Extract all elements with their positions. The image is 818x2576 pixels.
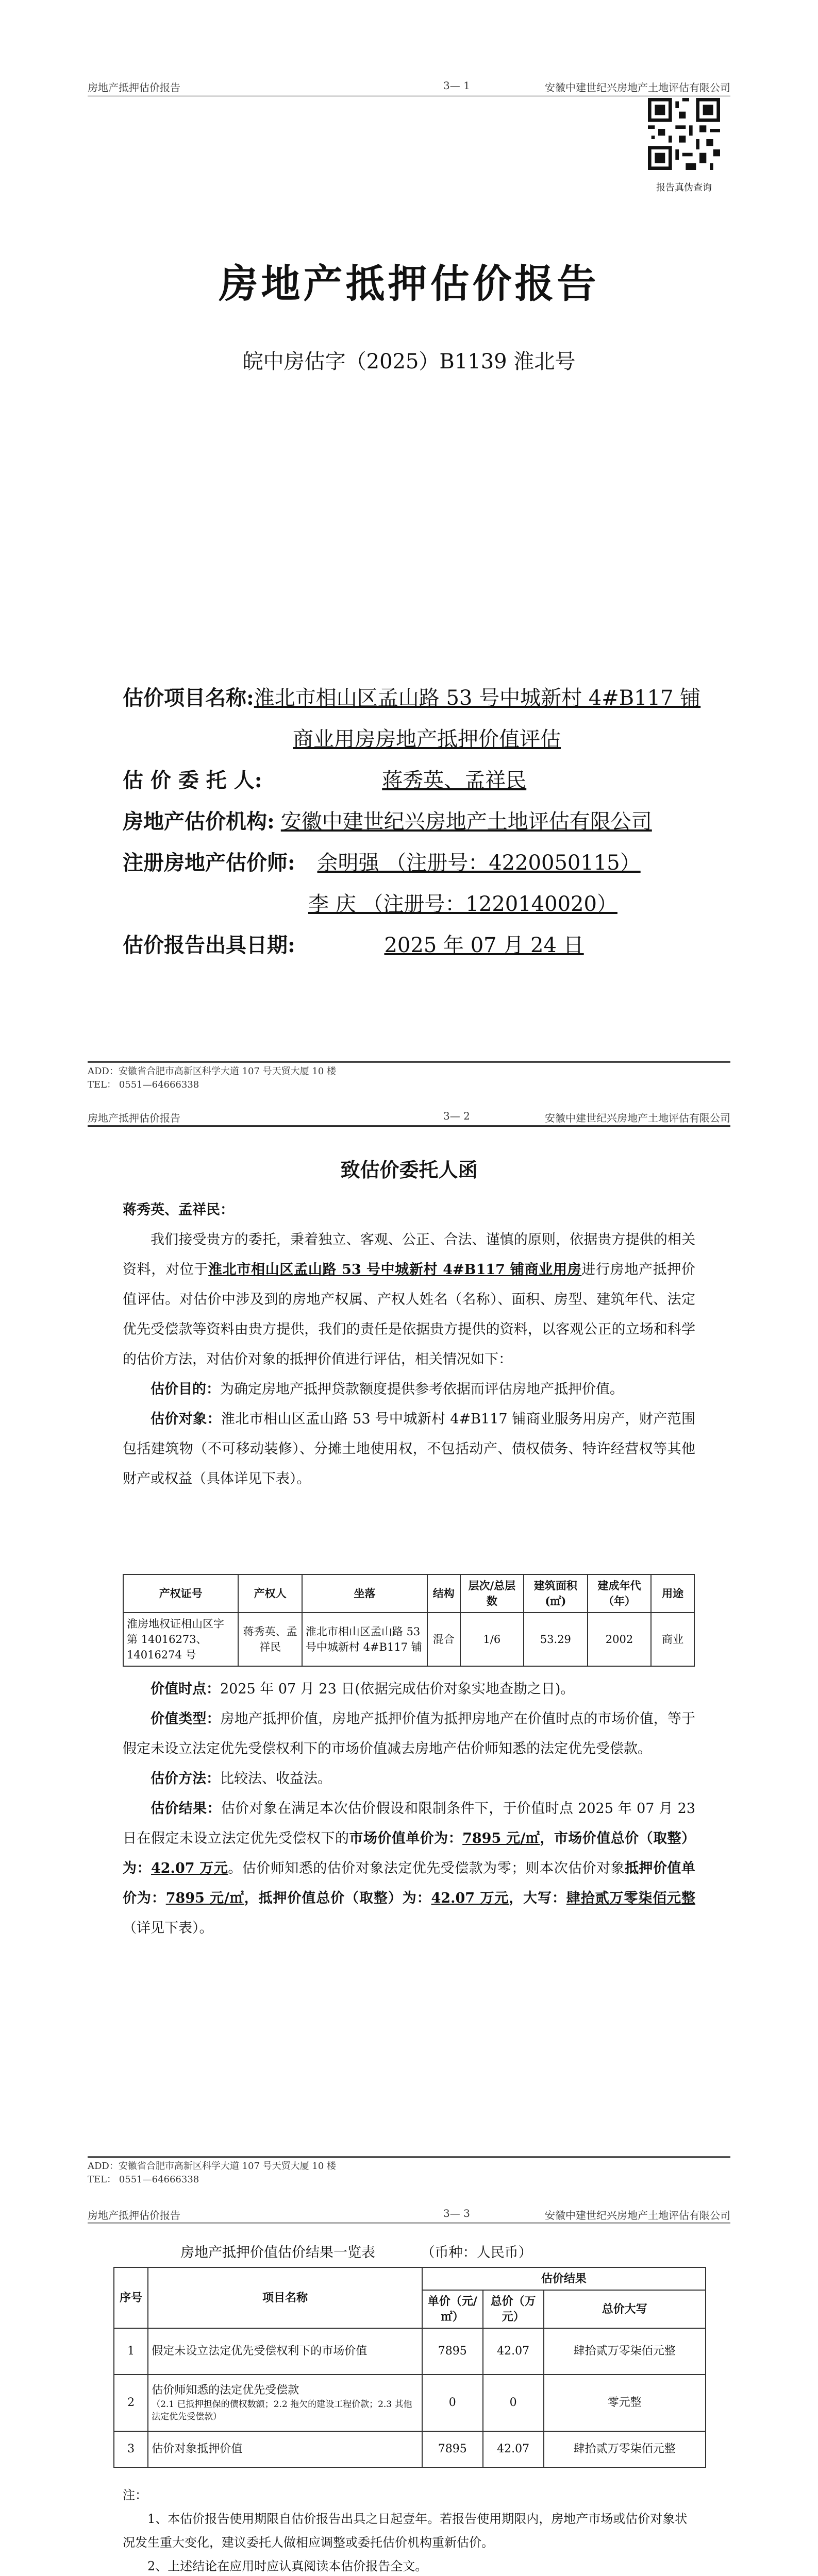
qr-code-icon[interactable]	[648, 98, 720, 170]
table-header: 用途	[651, 1574, 694, 1613]
page-footer	[88, 1061, 730, 1096]
table-cell: 1	[114, 2328, 148, 2375]
table-cell: 淮房地权证相山区字第 14016273、14016274 号	[123, 1613, 238, 1666]
table-header: 建成年代（年）	[588, 1574, 652, 1613]
footer-address: ADD：安徽省合肥市高新区科学大道 107 号天贸大厦 10 楼	[88, 1066, 337, 1077]
footer-tel: TEL： 0551—64666338	[88, 2174, 199, 2185]
mortgage-total-words: 肆拾贰万零柒佰元整	[566, 1890, 696, 1906]
appraiser-1: 余明强 （注册号：4220050115）	[317, 851, 641, 875]
table-cell: 42.07	[483, 2328, 544, 2375]
page-summary	[0, 2195, 818, 2576]
agency-row	[123, 801, 730, 842]
page-header	[88, 2205, 730, 2224]
table-cell: 淮北市相山区孟山路 53 号中城新村 4#B117 铺	[302, 1613, 427, 1666]
project-value-1: 淮北市相山区孟山路 53 号中城新村 4#B117 铺	[254, 686, 701, 710]
appraiser-2: 李 庆 （注册号：1220140020）	[308, 892, 617, 916]
appraiser-label: 注册房地产估价师:	[123, 851, 295, 875]
appraiser-row	[123, 842, 730, 884]
report-number: 皖中房估字（2025）B1139 淮北号	[242, 350, 576, 374]
table-header: 产权证号	[123, 1574, 238, 1613]
table-cell: 2	[114, 2375, 148, 2431]
method-paragraph: 估价方法：比较法、收益法。	[151, 1771, 331, 1787]
appraiser-row-2	[123, 884, 730, 925]
header-page-number: 3— 3	[443, 2207, 470, 2219]
table-header: 坐落	[302, 1574, 427, 1613]
table-cell: 假定未设立法定优先受偿权利下的市场价值	[148, 2328, 422, 2375]
table-header: 总价大写	[544, 2290, 706, 2328]
header-right: 安徽中建世纪兴房地产土地评估有限公司	[545, 1112, 730, 1124]
page-footer	[88, 2156, 730, 2191]
agency-value: 安徽中建世纪兴房地产土地评估有限公司	[280, 810, 652, 834]
table-cell: 53.29	[524, 1613, 588, 1666]
row-name: 估价师知悉的法定优先受偿款	[152, 2384, 299, 2397]
note-heading: 注：	[123, 2488, 147, 2502]
date-label: 估价报告出具日期:	[123, 933, 295, 957]
table-cell: 7895	[422, 2328, 483, 2375]
table-cell: 7895	[422, 2431, 483, 2467]
table-header: 单价（元/㎡）	[422, 2290, 483, 2328]
header-right: 安徽中建世纪兴房地产土地评估有限公司	[545, 81, 730, 94]
table-row	[123, 1613, 694, 1666]
row-note: （2.1 已抵押担保的债权数额；2.2 拖欠的建设工程价款；2.3 其他法定优先受偿款）	[152, 2399, 412, 2422]
client-value: 蒋秀英、孟祥民	[382, 769, 527, 792]
table-cell: 0	[483, 2375, 544, 2431]
table-header: 序号	[114, 2267, 148, 2328]
table-cell: 2002	[588, 1613, 652, 1666]
page-header	[88, 1108, 730, 1127]
note-item: 2、上述结论在应用时应认真阅读本估价报告全文。	[147, 2559, 428, 2573]
table-header: 产权人	[238, 1574, 302, 1613]
mortgage-total-price: 42.07 万元	[431, 1890, 509, 1906]
table-header-row	[123, 1574, 694, 1613]
client-row	[123, 760, 730, 801]
project-row-2	[123, 719, 730, 760]
result-paragraph: 估价结果：估价对象在满足本次估价假设和限制条件下，于价值时点 2025 年 07 月 23 日在假定未设立法定优先受偿权下的市场价值单价为：7895 元/㎡，市场价值总价（取整）为：42.07 万元。估价师知悉的估价对象法定优先受偿款为零；则本次估价对象抵押价值单价为：7895 元/㎡，抵押价值总价（取整）为：42.07 万元，大写：肆拾贰万零柒佰元整（详见下表）。	[123, 1801, 696, 1936]
market-total-price: 42.07 万元	[151, 1860, 228, 1876]
footer-tel: TEL： 0551—64666338	[88, 1079, 199, 1090]
letter-title: 致估价委托人函	[340, 1158, 478, 1181]
table-cell	[148, 2375, 422, 2431]
summary-table	[113, 2267, 706, 2468]
salutation: 蒋秀英、孟祥民：	[123, 1202, 234, 1218]
project-label: 估价项目名称:	[123, 686, 254, 710]
purpose-paragraph: 估价目的：为确定房地产抵押贷款额度提供参考依据而评估房地产抵押价值。	[151, 1381, 624, 1397]
table-row	[114, 2328, 706, 2375]
table-cell: 商业	[651, 1613, 694, 1666]
letter-body-top	[123, 1195, 695, 1494]
report-title: 房地产抵押估价报告	[219, 261, 599, 307]
table-cell: 肆拾贰万零柒佰元整	[544, 2431, 706, 2467]
header-left: 房地产抵押估价报告	[88, 1112, 180, 1124]
table-cell: 0	[422, 2375, 483, 2431]
table-cell: 肆拾贰万零柒佰元整	[544, 2328, 706, 2375]
table-header: 结构	[427, 1574, 460, 1613]
summary-caption-left: 房地产抵押价值估价结果一览表	[180, 2245, 375, 2261]
mortgage-unit-price: 7895 元/㎡	[165, 1890, 244, 1906]
page-cover	[0, 0, 818, 1097]
agency-label: 房地产估价机构:	[123, 809, 275, 834]
summary-caption	[180, 2241, 532, 2261]
table-cell: 估价对象抵押价值	[148, 2431, 422, 2467]
table-cell: 3	[114, 2431, 148, 2467]
table-row	[114, 2431, 706, 2467]
project-row	[123, 677, 730, 719]
date-value: 2025 年 07 月 24 日	[384, 934, 584, 957]
header-left: 房地产抵押估价报告	[88, 81, 180, 94]
table-cell: 混合	[427, 1613, 460, 1666]
table-cell: 蒋秀英、孟祥民	[238, 1613, 302, 1666]
market-unit-price: 7895 元/㎡	[462, 1831, 540, 1846]
header-page-number: 3— 2	[443, 1110, 470, 1122]
table-header-row	[114, 2267, 706, 2290]
table-cell: 零元整	[544, 2375, 706, 2431]
table-cell: 1/6	[460, 1613, 524, 1666]
summary-notes	[123, 2483, 695, 2576]
table-header: 总价（万元）	[483, 2290, 544, 2328]
footer-address: ADD：安徽省合肥市高新区科学大道 107 号天贸大厦 10 楼	[88, 2161, 337, 2172]
property-address: 淮北市相山区孟山路 53 号中城新村 4#B117 铺商业用房	[208, 1262, 582, 1278]
header-left: 房地产抵押估价报告	[88, 2209, 180, 2222]
qr-caption: 报告真伪查询	[656, 182, 712, 193]
client-label: 估 价 委 托 人:	[123, 768, 262, 792]
table-cell: 42.07	[483, 2431, 544, 2467]
table-row	[114, 2375, 706, 2431]
property-table	[123, 1574, 695, 1667]
project-value-2: 商业用房房地产抵押价值评估	[293, 727, 561, 751]
header-right: 安徽中建世纪兴房地产土地评估有限公司	[545, 2209, 730, 2222]
table-header: 项目名称	[148, 2267, 422, 2328]
note-item: 1、本估价报告使用期限自估价报告出具之日起壹年。若报告使用期限内，房地产市场或估价对象状况发生重大变化，建议委托人做相应调整或委托估价机构重新估价。	[123, 2512, 688, 2550]
date-row	[123, 925, 730, 966]
date-paragraph: 价值时点：2025 年 07 月 23 日(依据完成估价对象实地查勘之日)。	[151, 1681, 575, 1697]
table-header: 层次/总层数	[460, 1574, 524, 1613]
cover-info	[123, 677, 730, 966]
letter-body-bottom	[123, 1674, 695, 1943]
type-paragraph: 价值类型：房地产抵押价值，房地产抵押价值为抵押房地产在价值时点的市场价值，等于假定未设立法定优先受偿权利下的市场价值减去房地产估价师知悉的法定优先受偿款。	[123, 1711, 696, 1757]
summary-caption-right: （币种：人民币）	[421, 2245, 532, 2261]
object-paragraph: 估价对象：淮北市相山区孟山路 53 号中城新村 4#B117 铺商业服务用房产，财产范围包括建筑物（不可移动装修）、分摊土地使用权，不包括动产、债权债务、特许经营权等其他财产或权益（具体详见下表）。	[123, 1411, 695, 1487]
page-header	[88, 77, 730, 96]
header-page-number: 3— 1	[443, 79, 470, 92]
table-header: 建筑面积(㎡)	[524, 1574, 588, 1613]
table-header: 估价结果	[422, 2267, 706, 2290]
letter-paragraph-1: 我们接受贵方的委托，秉着独立、客观、公正、合法、谨慎的原则，依据贵方提供的相关资料，对位于淮北市相山区孟山路 53 号中城新村 4#B117 铺商业用房进行房地产抵押价值评估。对估价中涉及到的房地产权属、产权人姓名（名称）、面积、房型、建筑年代、法定优先受偿款等资料由贵方提供，我们的责任是依据贵方提供的资料，以客观公正的立场和科学的估价方法，对估价对象的抵押价值进行评估，相关情况如下：	[123, 1232, 696, 1367]
page-letter	[0, 1097, 818, 2195]
